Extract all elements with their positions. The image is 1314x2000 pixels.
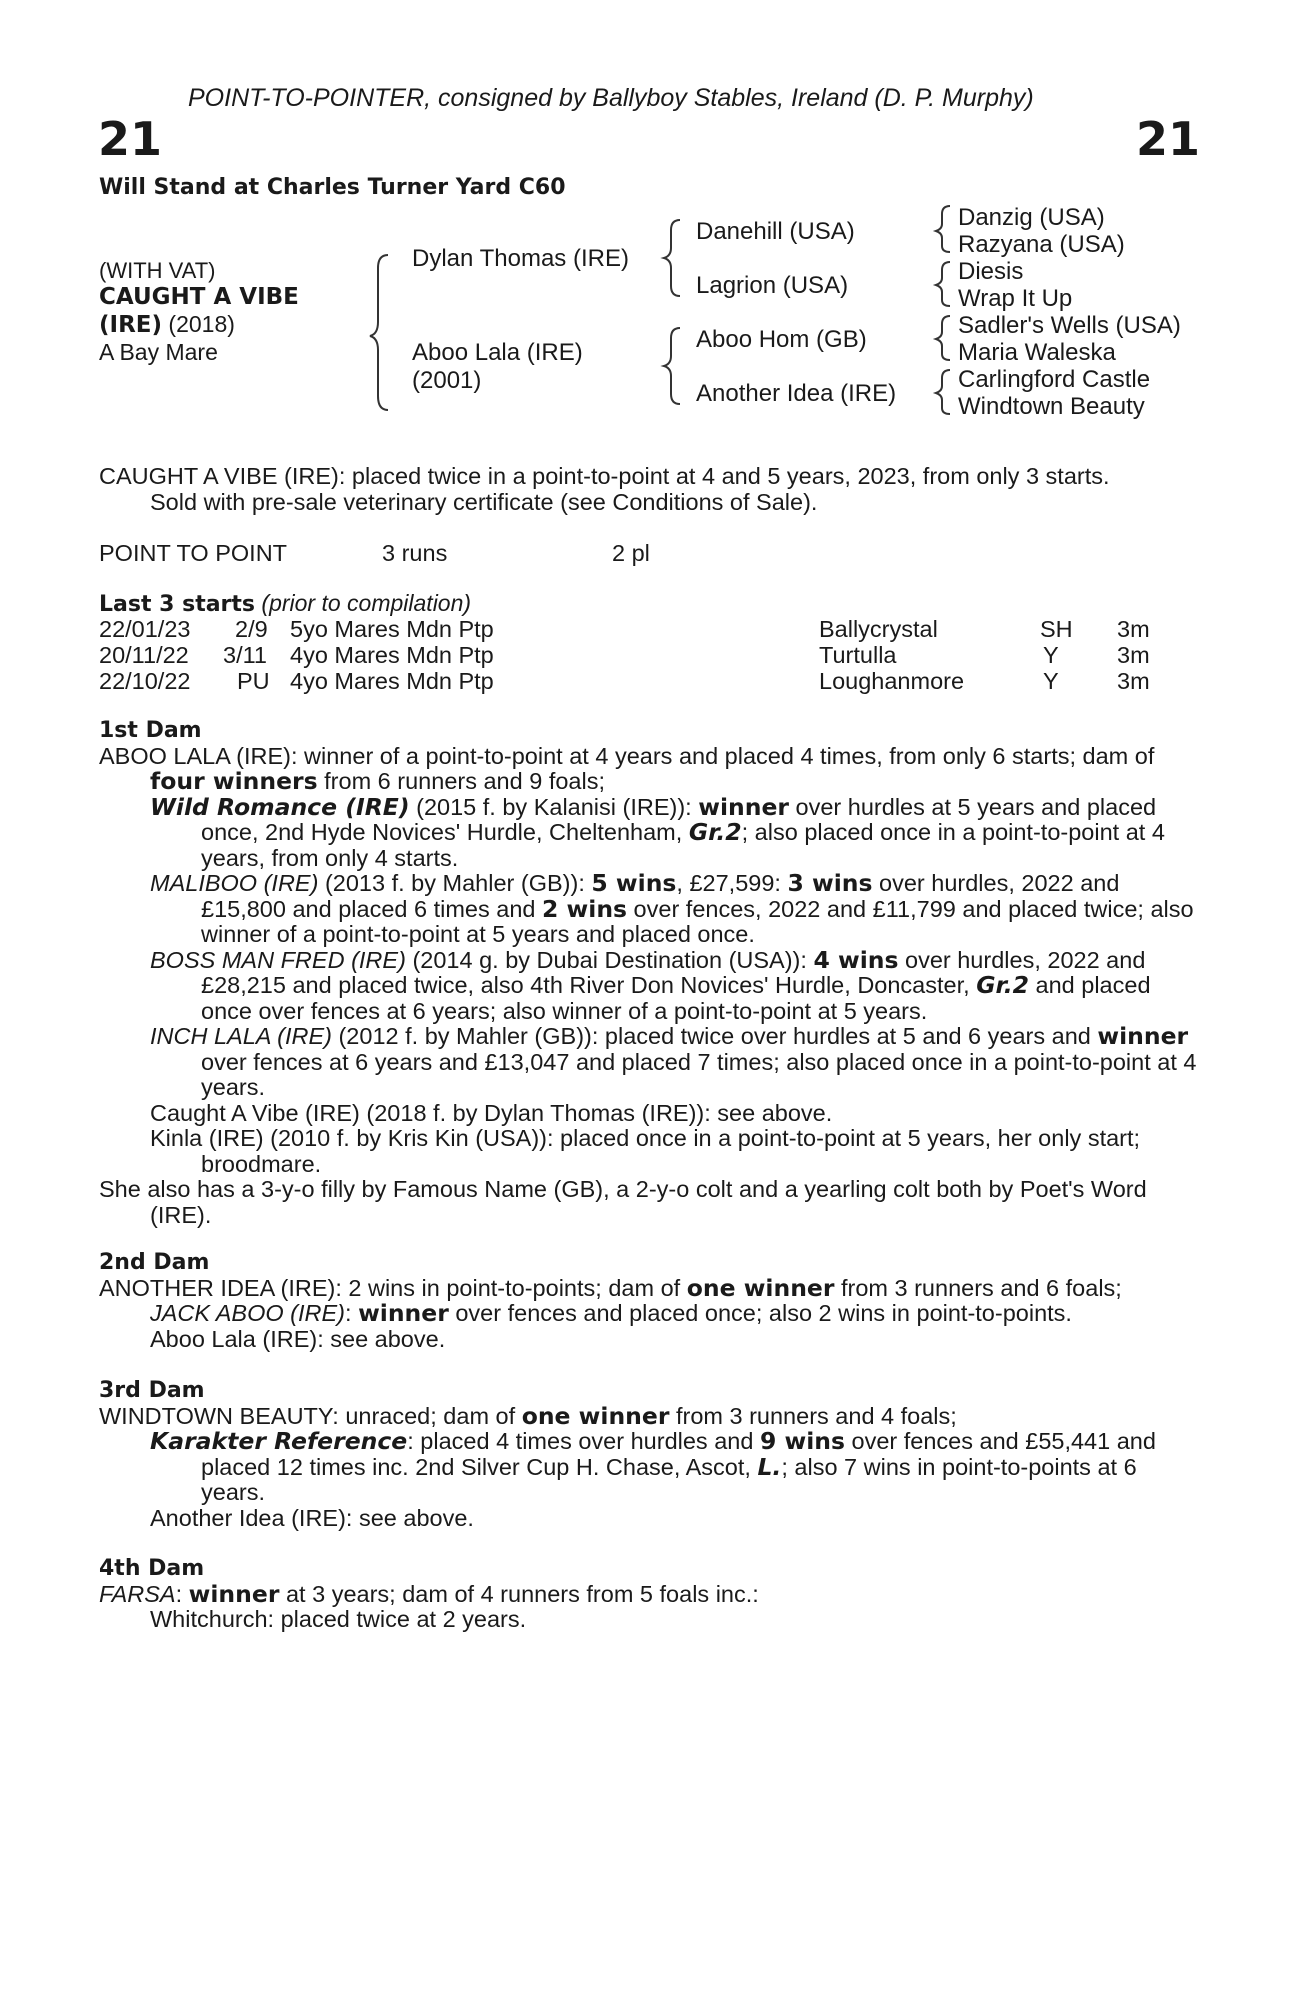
progeny-text: over fences, 2022 and £11,799 and placed twice; also winner of a point-to-point at 5 years and placed once. <box>201 895 1194 947</box>
progeny-text: : <box>345 1300 359 1326</box>
dam4-text: : <box>175 1580 189 1607</box>
list-item: Aboo Lala (IRE): see above. <box>150 1325 446 1352</box>
dam2-intro-text: ANOTHER IDEA (IRE): 2 wins in point-to-points; dam of <box>99 1274 687 1301</box>
progeny-text: : placed 4 times over hurdles and <box>407 1428 760 1454</box>
list-item <box>99 792 1205 872</box>
summary-line-1: CAUGHT A VIBE (IRE): placed twice in a point-to-point at 4 and 5 years, 2023, from only 3 starts. <box>99 463 1110 489</box>
dam4-name: FARSA <box>99 1580 176 1607</box>
record-placed: 2 pl <box>612 540 650 566</box>
pedigree-g1: Danzig (USA) <box>958 204 1105 231</box>
progeny-text: ; also placed once in a point-to-point at 4 years, from only 4 starts. <box>201 819 1165 871</box>
dam1-heading: 1st Dam <box>99 718 202 743</box>
pedigree-g5: Sadler's Wells (USA) <box>958 312 1181 339</box>
progeny-bold: 4 wins <box>813 945 899 974</box>
dam3-intro-end: from 3 runners and 4 foals; <box>669 1402 957 1429</box>
horse-description: A Bay Mare <box>99 339 218 365</box>
progeny-text: and placed once over fences at 6 years; also winner of a point-to-point at 5 years. <box>201 972 1151 1024</box>
grade-badge: Gr.2 <box>976 971 1029 999</box>
start-distance: 3m <box>1117 642 1150 668</box>
dam4-heading: 4th Dam <box>99 1556 205 1581</box>
dam3-intro <box>99 1401 1205 1430</box>
dam4-text: at 3 years; dam of 4 runners from 5 foals inc.: <box>279 1580 759 1607</box>
dam2-heading: 2nd Dam <box>99 1250 210 1275</box>
progeny-bold: winner <box>698 792 790 821</box>
progeny-text: over fences at 6 years and £13,047 and placed 7 times; also placed once in a point-to-point at 4 years. <box>201 1048 1197 1100</box>
pedigree-dam: Aboo Lala (IRE) <box>412 339 583 366</box>
progeny-text: , £27,599: <box>676 870 788 896</box>
brace-g1 <box>936 206 950 252</box>
dam2-intro-end: from 3 runners and 6 foals; <box>834 1274 1122 1301</box>
list-item: Caught A Vibe (IRE) (2018 f. by Dylan Thomas (IRE)): see above. <box>150 1099 833 1126</box>
pedigree-sire-sire: Danehill (USA) <box>696 218 855 245</box>
pedigree-sire: Dylan Thomas (IRE) <box>412 245 629 272</box>
start-race: 4yo Mares Mdn Ptp <box>290 642 494 668</box>
start-going: Y <box>1043 668 1059 694</box>
list-item: Whitchurch: placed twice at 2 years. <box>150 1606 527 1632</box>
brace-sire-parents <box>664 220 680 296</box>
grade-badge: Gr.2 <box>688 818 742 846</box>
pedigree-g4: Wrap It Up <box>958 285 1073 312</box>
consignment-line: POINT-TO-POINTER, consigned by Ballyboy Stables, Ireland (D. P. Murphy) <box>188 84 1034 112</box>
lot-number-right: 21 <box>1135 112 1200 166</box>
progeny-name: JACK ABOO (IRE) <box>150 1300 345 1326</box>
progeny-bold: 5 wins <box>591 869 677 897</box>
progeny-name: MALIBOO (IRE) <box>150 870 319 896</box>
dam3-heading: 3rd Dam <box>99 1378 205 1403</box>
list-item <box>99 1429 1205 1506</box>
list-item: Another Idea (IRE): see above. <box>150 1504 474 1531</box>
dam4-section <box>99 1556 1205 1633</box>
progeny-name: BOSS MAN FRED (IRE) <box>150 946 406 973</box>
progeny-name: INCH LALA (IRE) <box>150 1023 332 1049</box>
progeny-text: over hurdles, 2022 and £28,215 and placed twice, also 4th River Don Novices' Hurdle, Doncaster, <box>201 946 1146 998</box>
dam1-intro <box>99 744 1205 795</box>
dam3-winners: one winner <box>521 1401 670 1430</box>
last-starts-title: Last 3 starts <box>99 592 256 617</box>
start-race: 5yo Mares Mdn Ptp <box>290 616 494 642</box>
pedigree-sire-dam: Lagrion (USA) <box>696 272 849 299</box>
brace-sire-dam <box>370 255 388 410</box>
start-position: 3/11 <box>223 642 267 668</box>
brace-g3 <box>936 316 950 360</box>
vat-note: (WITH VAT) <box>99 258 216 283</box>
pedigree-dam-year: (2001) <box>412 367 482 394</box>
dam1-outro: She also has a 3-y-o filly by Famous Name (GB), a 2-y-o colt and a yearling colt both by Poet's Word (IRE). <box>99 1176 1147 1228</box>
progeny-bold: 3 wins <box>787 869 873 897</box>
start-distance: 3m <box>1117 616 1150 642</box>
dam1-intro-end: from 6 runners and 9 foals; <box>317 768 605 794</box>
last-starts-heading <box>99 590 471 617</box>
record-runs: 3 runs <box>382 540 448 566</box>
last-starts-note: (prior to compilation) <box>261 590 472 616</box>
horse-name: CAUGHT A VIBE <box>99 284 299 310</box>
start-course: Loughanmore <box>819 668 965 694</box>
start-date: 22/10/22 <box>99 668 191 694</box>
dam2-winners: one winner <box>686 1273 835 1302</box>
pedigree-dam-dam: Another Idea (IRE) <box>696 380 897 407</box>
pedigree-g2: Razyana (USA) <box>958 231 1125 258</box>
progeny-text: (2015 f. by Kalanisi (IRE)): <box>409 793 699 820</box>
start-going: Y <box>1043 642 1059 668</box>
dam2-section <box>99 1250 1205 1352</box>
progeny-bold: winner <box>358 1299 449 1327</box>
dam4-intro <box>99 1579 1205 1608</box>
dam1-section <box>99 718 1205 1228</box>
progeny-text: ; also 7 wins in point-to-points at 6 years. <box>201 1453 1137 1505</box>
start-race: 4yo Mares Mdn Ptp <box>290 668 494 694</box>
pedigree-g8: Windtown Beauty <box>958 393 1145 420</box>
progeny-bold: winner <box>1097 1022 1189 1050</box>
start-position: 2/9 <box>235 616 268 642</box>
start-course: Ballycrystal <box>819 616 938 642</box>
list-item <box>99 945 1205 1025</box>
start-date: 20/11/22 <box>99 642 189 668</box>
horse-year: (2018) <box>162 311 235 337</box>
progeny-text: over hurdles, 2022 and £15,800 and placed 6 times and <box>201 870 1120 922</box>
progeny-text: over fences and placed once; also 2 wins in point-to-points. <box>448 1300 1072 1326</box>
dam1-winners: four winners <box>150 767 318 795</box>
horse-country: (IRE) <box>99 312 163 338</box>
list-item <box>99 1301 1205 1327</box>
brace-g4 <box>936 370 950 414</box>
progeny-text: (2012 f. by Mahler (GB)): placed twice over hurdles at 5 and 6 years and <box>331 1023 1098 1049</box>
listed-badge: L. <box>757 1452 782 1481</box>
dam3-section <box>99 1378 1205 1531</box>
pedigree-g6: Maria Waleska <box>958 339 1116 366</box>
progeny-name: Wild Romance (IRE) <box>150 792 410 821</box>
progeny-text: (2014 g. by Dubai Destination (USA)): <box>405 946 814 973</box>
pedigree-g3: Diesis <box>958 258 1024 285</box>
dam3-intro-text: WINDTOWN BEAUTY: unraced; dam of <box>99 1402 522 1429</box>
progeny-text: (2013 f. by Mahler (GB)): <box>318 870 592 896</box>
brace-g2 <box>936 262 950 306</box>
stand-location: Will Stand at Charles Turner Yard C60 <box>99 175 566 200</box>
list-item <box>99 871 1205 948</box>
progeny-name: Karakter Reference <box>150 1427 408 1455</box>
start-course: Turtulla <box>819 642 897 668</box>
summary-block <box>99 464 1205 515</box>
lot-number-left: 21 <box>98 112 163 166</box>
dam4-bold: winner <box>188 1579 280 1608</box>
progeny-text: over hurdles at 5 years and placed once, 2nd Hyde Novices' Hurdle, Cheltenham, <box>201 793 1157 845</box>
brace-dam-parents <box>664 328 680 404</box>
list-item: Kinla (IRE) (2010 f. by Kris Kin (USA)): placed once in a point-to-point at 5 years, her only start; broodmare. <box>150 1125 1141 1177</box>
pedigree-g7: Carlingford Castle <box>958 366 1151 393</box>
list-item <box>99 1024 1205 1101</box>
start-position: PU <box>237 668 270 694</box>
dam2-intro <box>99 1273 1205 1302</box>
progeny-bold: 9 wins <box>759 1427 845 1455</box>
dam1-intro-text: ABOO LALA (IRE): winner of a point-to-point at 4 years and placed 4 times, from only 6 starts; dam of <box>99 742 1155 769</box>
pedigree-dam-sire: Aboo Hom (GB) <box>696 326 867 353</box>
summary-line-2: Sold with pre-sale veterinary certificate (see Conditions of Sale). <box>150 488 818 515</box>
progeny-text: over fences and £55,441 and placed 12 times inc. 2nd Silver Cup H. Chase, Ascot, <box>201 1428 1156 1480</box>
record-label: POINT TO POINT <box>99 540 288 566</box>
progeny-bold: 2 wins <box>542 894 628 923</box>
start-distance: 3m <box>1117 668 1150 694</box>
start-date: 22/01/23 <box>99 616 191 642</box>
start-going: SH <box>1040 616 1073 642</box>
